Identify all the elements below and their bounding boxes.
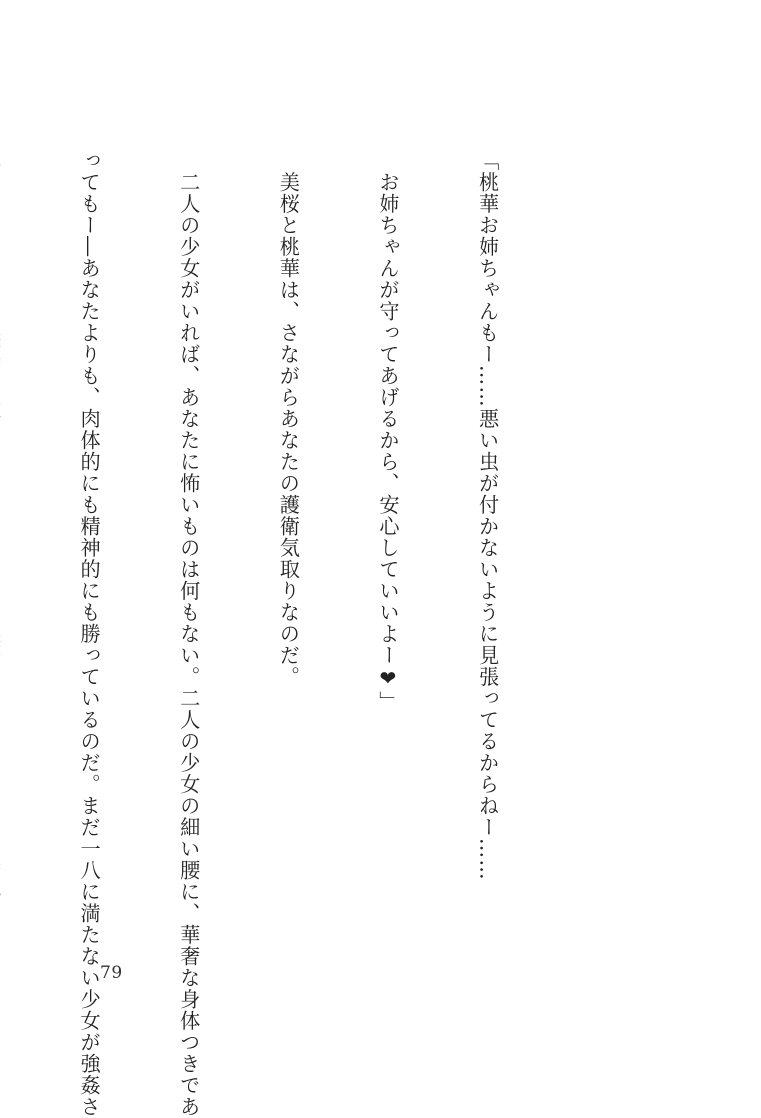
text-line: 二人の少女がいれば、あなたに怖いものは何もない。二人の少女の細い腰に、華奢な身体つきであ (176, 150, 201, 1118)
page-number: 79 (100, 963, 123, 983)
text-line: お姉ちゃんが守ってあげるから、安心していいよー❤」 (375, 150, 400, 713)
text-line: ってもー―あなたよりも、肉体的にも精神的にも勝っているのだ。まだ一八に満たない少女が強姦さ (77, 150, 102, 1118)
text-line (0, 150, 6, 910)
text-line: 美桜と桃華は、さながらあなたの護衛気取りなのだ。 (276, 150, 301, 688)
text-line: 「桃華お姉ちゃんもー……悪い虫が付かないように見張ってるからねー…… (475, 150, 500, 881)
